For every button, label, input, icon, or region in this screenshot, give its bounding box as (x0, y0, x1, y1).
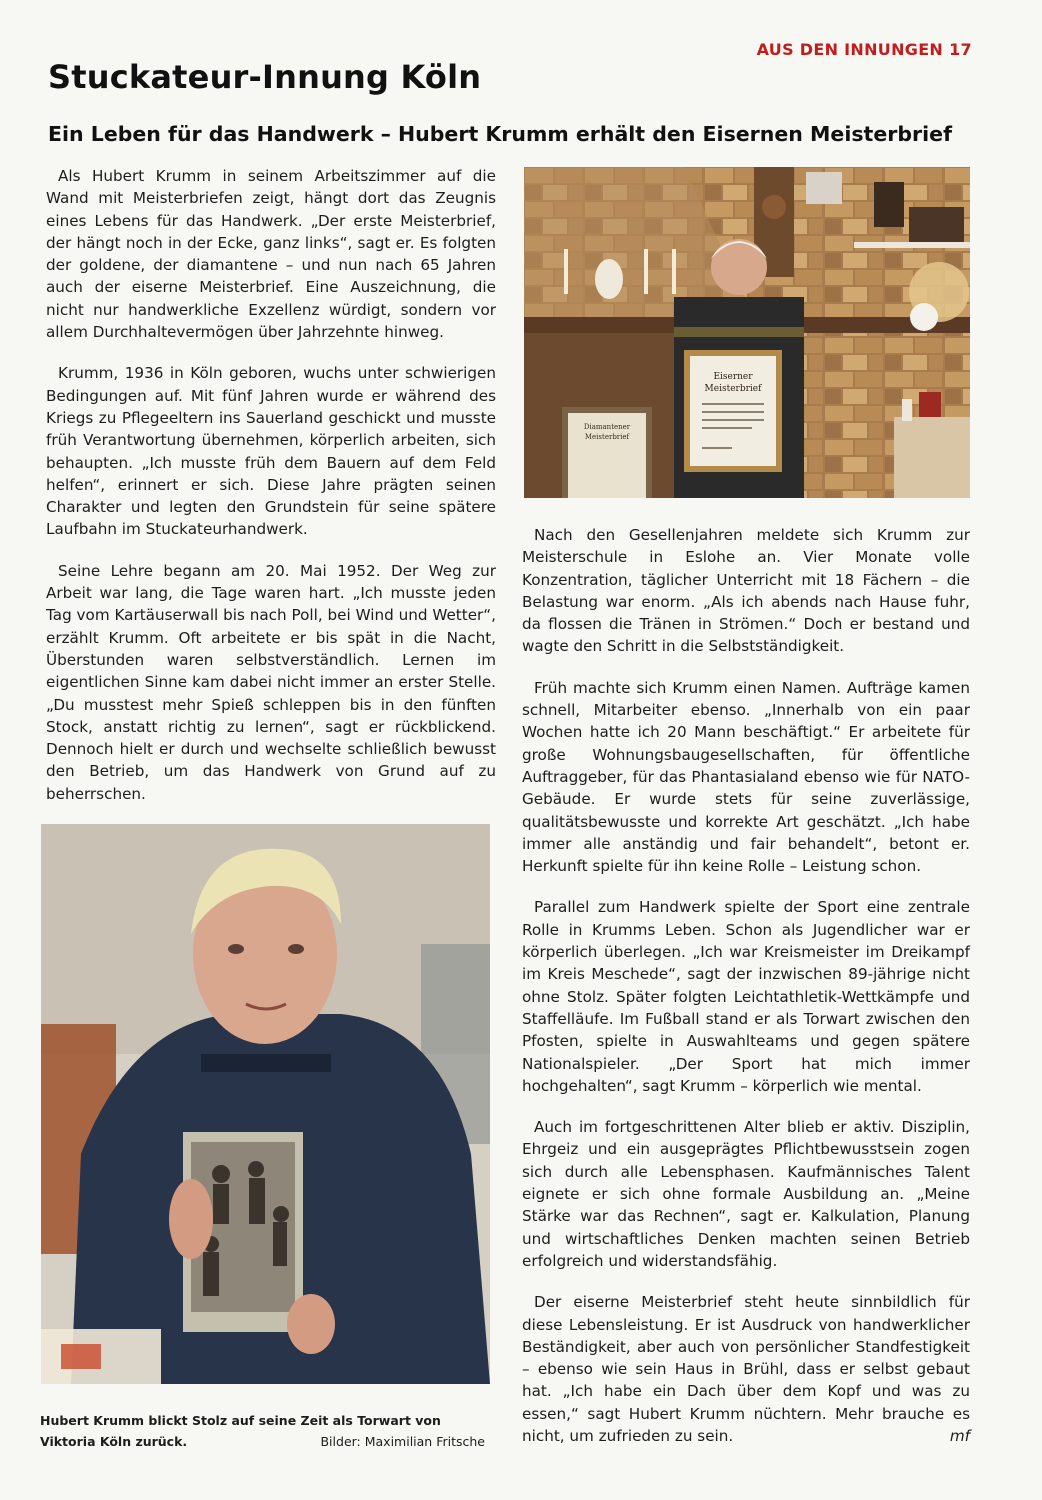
page-number: 17 (949, 40, 972, 59)
paragraph-5: Früh machte sich Krumm einen Namen. Aufträge kamen schnell, Mitarbeiter ebenso. „Innerhalb von ein paar Wochen hatte ich 20 Mann beschäftigt.“ Er arbeitete für große Wohnungsbaugesellschaften, für öffentliche Auftraggeber, für das Phantasialand ebenso wie für NATO-Gebäude. Er wurde stets für seine zuverlässige, qualitätsbewusste und korrekte Art geschätzt. „Ich habe immer alle anständig und fair behandelt“, betont er. Herkunft spielte für ihn keine Rolle – Leistung schon. (522, 678, 970, 876)
paragraph-8 (522, 1291, 970, 1447)
article-title: Stuckateur-Innung Köln (48, 58, 482, 96)
photo-credit: Bilder: Maximilian Fritsche (320, 1434, 485, 1449)
svg-text:Eiserner: Eiserner (713, 372, 753, 382)
paragraph-1: Als Hubert Krumm in seinem Arbeitszimmer auf die Wand mit Meisterbriefen zeigt, hängt dort das Zeugnis eines Lebens für das Handwerk. „Der erste Meisterbrief, der hängt noch in der Ecke, ganz links“, sagt er. Es folgten der goldene, der diamantene – und nun nach 65 Jahren auch der eiserne Meisterbrief. Eine Auszeichnung, die nicht nur handwerkliche Exzellenz würdigt, sondern vor allem Durchhaltevermögen über Jahrzehnte hinweg. (46, 167, 496, 342)
man-head (711, 239, 767, 295)
left-column (46, 165, 496, 824)
paragraph-7: Auch im fortgeschrittenen Alter blieb er aktiv. Disziplin, Ehrgeiz und ein ausgeprägtes Pflichtbewusstsein zogen sich durch alle Lebensphasen. Kaufmännisches Talent eignete er sich ohne formale Ausbildung an. „Meine Stärke war das Rechnen“, sagt er. Kalkulation, Planung und wirtschaftliches Denken machten seinen Betrieb erfolgreich und widerstandsfähig. (522, 1118, 970, 1270)
section-label: AUS DEN INNUNGEN (756, 40, 944, 59)
paragraph-8-text: Der eiserne Meisterbrief steht heute sinnbildlich für diese Lebensleistung. Er ist Ausdruck von handwerklicher Beständigkeit, aber auch von persönlicher Standfestigkeit – ebenso wie sein Haus in Brühl, dass er selbst gebaut hat. „Ich habe ein Dach über dem Kopf und was zu essen,“ sagt Hubert Krumm nüchtern. Mehr brauche es nicht, um zufrieden zu sein. (522, 1293, 970, 1445)
article-subtitle: Ein Leben für das Handwerk – Hubert Krumm erhält den Eisernen Meisterbrief (48, 122, 953, 146)
paragraph-6: Parallel zum Handwerk spielte der Sport eine zentrale Rolle in Krumms Leben. Schon als Jugendlicher war er körperlich überlegen. „Ich war Kreismeister im Dreikampf im Kreis Meschede“, sagt der inzwischen 89-jährige nicht ohne Stolz. Später folgten Leichtathletik-Wettkämpfe und Staffelläufe. Im Fußball stand er als Torwart zwischen den Pfosten, spielte in Auswahlteams und gegen spätere Nationalspieler. „Der Sport hat mich immer hochgehalten“, sagt Krumm – körperlich wie mental. (522, 898, 970, 1095)
photo-certificates (524, 167, 970, 498)
paragraph-3: Seine Lehre begann am 20. Mai 1952. Der Weg zur Arbeit war lang, die Tage waren hart. „Ich musste jeden Tag vom Kartäuserwall bis nach Poll, bei Wind und Wetter“, erzählt Krumm. Oft arbeitete er bis spät in die Nacht, Überstunden waren selbstverständlich. Lernen im eigentlichen Sinne kam dabei nicht immer an erster Stelle. „Du musstest mehr Spieß schleppen bis in den fünften Stock, anstatt richtig zu lernen“, sagt er rückblickend. Dennoch hielt er durch und wechselte schließlich bewusst den Betrieb, um das Handwerk von Grund auf zu beherrschen. (46, 561, 496, 803)
caption-text: Hubert Krumm blickt Stolz auf seine Zeit als Torwart von Viktoria Köln zurück. (40, 1413, 441, 1449)
section-header (757, 40, 972, 59)
paragraph-2: Krumm, 1936 in Köln geboren, wuchs unter schwierigen Bedingungen auf. Mit fünf Jahren wurde er während des Kriegs zu Pflegeeltern ins Sauerland geschickt und musste früh Verantwortung übernehmen, körperlich arbeiten, sich behaupten. „Ich musste früh dem Bauern auf dem Feld helfen“, erinnert er sich. Diese Jahre prägten seinen Charakter und legten den Grundstein für seine spätere Laufbahn im Stuckateurhandwerk. (46, 364, 496, 539)
photo-newspaper-clipping (41, 824, 490, 1384)
paragraph-4: Nach den Gesellenjahren meldete sich Krumm zur Meisterschule in Eslohe an. Vier Monate volle Konzentration, täglicher Unterricht mit 18 Fächern – die Belastung war enorm. „Als ich abends nach Hause fuhr, da flossen die Tränen in Strömen.“ Doch er bestand und wagte den Schritt in die Selbstständigkeit. (522, 526, 970, 656)
photo-caption (40, 1410, 490, 1452)
author-signature: mf (949, 1426, 970, 1445)
right-column (522, 524, 970, 1466)
svg-text:Diamantener: Diamantener (583, 423, 631, 431)
svg-text:Meisterbrief: Meisterbrief (704, 384, 762, 394)
svg-text:Meisterbrief: Meisterbrief (584, 433, 630, 441)
